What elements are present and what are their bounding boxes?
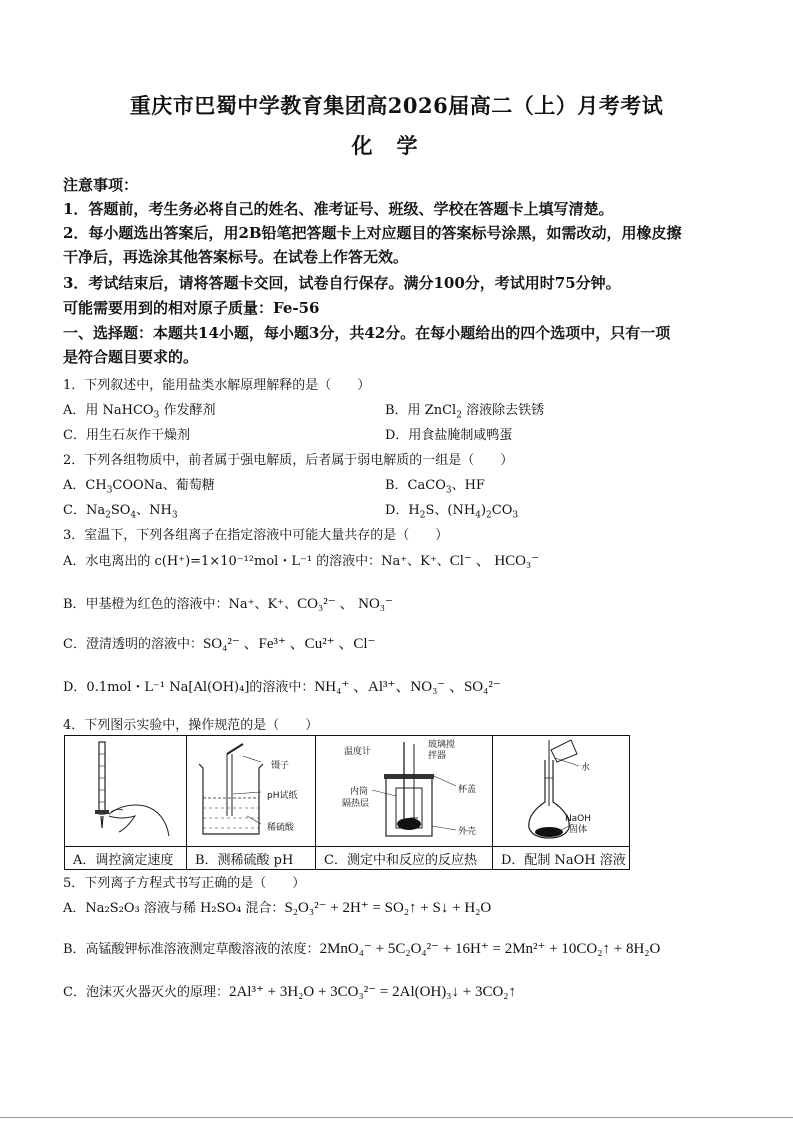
figure-b-ph-test xyxy=(187,736,316,847)
label-lid: 杯盖 xyxy=(458,785,477,795)
q5-option-a: A．Na₂S₂O₃ 溶液与稀 H₂SO₄ 混合：S₂O₃²⁻ + 2H⁺ = SO₂↑ + S↓ + H₂O xyxy=(63,900,492,916)
note-2a: 2．每小题选出答案后，用2B铅笔把答题卡上对应题目的答案标号涂黑，如需改动，用橡皮擦 xyxy=(63,224,682,242)
q4-stem: 4．下列图示实验中，操作规范的是（ ） xyxy=(63,718,319,733)
label-inner-cup: 内筒 xyxy=(350,787,369,797)
caption-d: D．配制 NaOH 溶液 xyxy=(493,847,630,870)
exam-title: 重庆市巴蜀中学教育集团高2026届高二（上）月考考试 xyxy=(129,93,664,118)
q5-stem: 5．下列离子方程式书写正确的是（ ） xyxy=(63,876,306,891)
figure-a-burette xyxy=(65,736,187,847)
caption-b: B．测稀硫酸 pH xyxy=(187,847,316,870)
q2-stem: 2．下列各组物质中，前者属于强电解质，后者属于弱电解质的一组是（ ） xyxy=(63,453,514,468)
note-2b: 干净后，再选涂其他答案标号。在试卷上作答无效。 xyxy=(63,248,409,266)
note-1: 1．答题前，考生务必将自己的姓名、准考证号、班级、学校在答题卡上填写清楚。 xyxy=(63,200,614,218)
q5-option-b: B．高锰酸钾标准溶液测定草酸溶液的浓度：2MnO₄⁻ + 5C₂O₄²⁻ + 16H⁺ = 2Mn²⁺ + 10CO₂↑ + 8H₂O xyxy=(63,941,661,957)
q1-option-b: B．用 ZnCl$_2$ 溶液除去铁锈 xyxy=(385,403,545,421)
label-tweezers: 镊子 xyxy=(271,761,290,771)
label-outer-shell: 外壳 xyxy=(458,827,477,837)
q2-option-d: D．$H_2S$、$(NH_4)_2CO_3$ xyxy=(385,503,519,521)
figure-c-calorimeter xyxy=(316,736,493,847)
volumetric-flask-drawing xyxy=(493,736,629,842)
atomic-mass: 可能需要用到的相对原子质量：Fe-56 xyxy=(63,299,320,317)
q3-option-b: B．甲基橙为红色的溶液中：Na⁺、K⁺、CO₃²⁻ 、 NO₃⁻ xyxy=(63,596,393,612)
figure-d-volumetric-flask xyxy=(493,736,630,847)
label-ph-paper: pH试纸 xyxy=(267,791,298,801)
notes-heading: 注意事项： xyxy=(63,176,139,194)
label-glass-stirrer: 玻璃搅拌器 xyxy=(428,740,456,761)
q1-stem: 1．下列叙述中，能用盐类水解原理解释的是（ ） xyxy=(63,378,371,393)
label-thermometer: 温度计 xyxy=(344,747,372,757)
q1-option-a: A．用 NaHCO$_3$ 作发酵剂 xyxy=(63,403,216,421)
q1-option-c: C．用生石灰作干燥剂 xyxy=(63,428,190,443)
bottom-rule xyxy=(0,1117,793,1118)
label-dilute-acid: 稀硫酸 xyxy=(267,823,295,833)
q3-option-d: D．0.1mol・L⁻¹ Na[Al(OH)₄]的溶液中：NH₄⁺ 、Al³⁺、NO₃⁻ 、SO₄²⁻ xyxy=(63,679,501,695)
burette-hand-drawing xyxy=(65,736,186,842)
q2-option-b: B．CaCO$_3$、HF xyxy=(385,478,485,496)
label-naoh-solid: NaOH固体 xyxy=(564,814,592,835)
q1-option-d: D．用食盐腌制咸鸭蛋 xyxy=(385,428,513,443)
label-insulation: 隔热层 xyxy=(342,799,370,809)
q3-option-c: C．澄清透明的溶液中：SO₄²⁻ 、Fe³⁺ 、Cu²⁺ 、Cl⁻ xyxy=(63,636,376,652)
q3-stem: 3．室温下，下列各组离子在指定溶液中可能大量共存的是（ ） xyxy=(63,528,449,543)
q2-option-a: A．$CH_3COONa$、葡萄糖 xyxy=(63,478,215,496)
q4-figure-table xyxy=(64,735,630,870)
caption-c: C．测定中和反应的反应热 xyxy=(316,847,493,870)
label-water: 水 xyxy=(581,763,591,773)
note-3: 3．考试结束后，请将答题卡交回，试卷自行保存。满分100分，考试用时75分钟。 xyxy=(63,274,621,292)
section-heading-1: 一、选择题：本题共14小题，每小题3分，共42分。在每小题给出的四个选项中，只有一项 xyxy=(63,324,671,342)
section-heading-2: 是符合题目要求的。 xyxy=(63,348,199,366)
q5-option-c: C．泡沫灭火器灭火的原理：2Al³⁺ + 3H₂O + 3CO₃²⁻ = 2Al(OH)₃↓ + 3CO₂↑ xyxy=(63,984,517,1000)
subject-title: 化学 xyxy=(351,133,442,158)
q3-option-a: A．水电离出的 c(H⁺)=1×10⁻¹²mol・L⁻¹ 的溶液中：Na⁺、K⁺、Cl⁻ 、 HCO₃⁻ xyxy=(63,553,540,569)
q2-option-c: C．$Na_2SO_4$、$NH_3$ xyxy=(63,503,178,521)
caption-a: A．调控滴定速度 xyxy=(65,847,187,870)
